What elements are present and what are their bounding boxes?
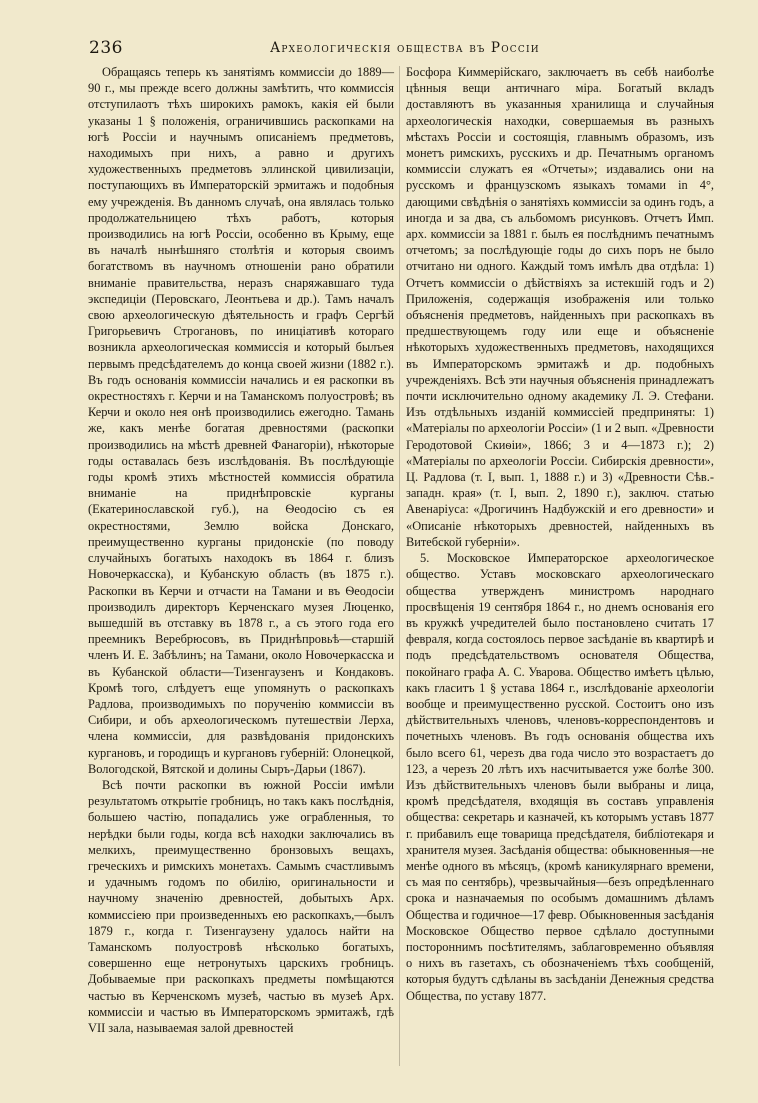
page-header — [0, 0, 758, 62]
paragraph: Босфора Киммерійскаго, заключаетъ въ себѣ наиболѣе цѣнныя вещи античнаго міра. Богатый вкладъ доставляютъ въ указанныя хранилища и случайныя археологическія находки, совершаемыя въ разныхъ мѣстахъ Россіи и состоящія, главнымъ образомъ, изъ монетъ римскихъ, русскихъ и др. Печатнымъ органомъ коммиссіи служатъ ея «Отчеты»; издавались они на русскомъ и французскомъ языкахъ томами in 4°, дающими свѣдѣнія о занятіяхъ коммиссіи за одинъ годъ, а иногда и за два, съ альбомомъ рисунковъ. Отчетъ Имп. арх. коммиссіи за 1881 г. былъ ея послѣднимъ печатнымъ отчетомъ; за послѣдующіе годы до сихъ поръ не было отчитано ни одного. Каждый томъ имѣлъ два отдѣла: 1) Отчетъ коммиссіи о дѣйствіяхъ за истекшій годъ и 2) Приложенія, содержащія изображенія или только объясненія предметовъ, найденныхъ при раскопкахъ въ предшествующемъ году или еще и объясненіе нѣкоторыхъ художественныхъ предметовъ, находящихся въ Императорскомъ эрмитажѣ и др. подобныхъ учрежденіяхъ. Всѣ эти научныя объясненія принадлежатъ почти исключительно одному академику Л. Э. Стефани. Изъ отдѣльныхъ изданій коммиссіей предприняты: 1) «Матеріалы по археологіи Россіи» (1 и 2 вып. «Древности Геродотовой Скиѳіи», 1866; 3 и 4—1873 г.); 2) «Матеріалы по археологіи Россіи. Сибирскія древности», Ц. Радлова (т. I, вып. 1, 1888 г.) и 3) «Древности Сѣв.-западн. края» (т. I, вып. 2, 1890 г.), заключ. статью Авенаріуса: «Дрогичинъ Надбужскій и его древности» и «Описаніе нѣкоторыхъ древностей, найденныхъ въ Витебской губерніи». — [406, 65, 714, 549]
page-number: 236 — [89, 38, 123, 58]
running-title: Археологическія общества въ Россіи — [270, 40, 540, 56]
paragraph: 5. Московское Императорское археологическое общество. Уставъ московскаго археологическаго общества утвержденъ министромъ народнаго просвѣщенія 19 сентября 1864 г., но днемъ основанія его въ кружкѣ учредителей было постановлено считать 17 февраля, когда состоялось первое засѣданіе въ квартирѣ и подъ предсѣдательствомъ основателя Общества, покойнаго графа А. С. Уварова. Общество имѣетъ цѣлью, какъ гласитъ 1 § устава 1864 г., изслѣдованіе археологіи вообще и преимущественно русской. Состоитъ оно изъ дѣйствительныхъ членовъ, членовъ-корреспондентовъ и почетныхъ членовъ. Въ годъ основанія общества ихъ было всего 61, черезъ два года число это возрастаетъ до 123, а черезъ 20 лѣтъ ихъ насчитывается уже болѣе 300. Изъ дѣйствительныхъ членовъ были выбраны и лица, кромѣ предсѣдателя, входящія въ составъ управленія общества: секретарь и казначей, къ которымъ уставъ 1877 г. прибавилъ еще товарища предсѣдателя, библіотекаря и хранителя музея. Засѣданія общества: обыкновенныя—не менѣе одного въ мѣсяцъ, (кромѣ каникулярнаго времени, съ мая по сентябрь), чрезвычайныя—безъ опредѣленнаго срока и назначаемыя по особымъ домашнимъ дѣламъ Общества и годичное—17 февр. Обыкновенныя засѣданія Московское Общество первое сдѣлало доступными постороннимъ посѣтителямъ, заблаговременно объявляя о нихъ въ газетахъ, съ обозначеніемъ тѣхъ сообщеній, которыя будутъ сдѣланы въ засѣданіи Денежныя средства Общества, по уставу 1877. — [406, 551, 714, 1003]
left-column — [88, 64, 394, 1036]
paragraph: Обращаясь теперь къ занятіямъ коммиссіи до 1889—90 г., мы прежде всего должны замѣтить, что коммиссія отступилаотъ тѣхъ широкихъ рамокъ, какія ей были указаны 1 § положенія, ограничившись раскопками на югѣ Россіи и научнымъ описаніемъ предметовъ, находимыхъ при нихъ, а равно и другихъ художественныхъ предметовъ эллинской цивилизаціи, поступающихъ въ Императорскій эрмитажъ и подобныя ему учрежденія. Въ данномъ случаѣ, она являлась только продолжательницею тѣхъ работъ, которыя производились на югѣ Россіи, особенно въ Крыму, еще въ началѣ нынѣшняго столѣтія и которыя своимъ богатствомъ въ научномъ отношеніи рано обратили вниманіе правительства, неразъ снаряжавшаго туда экспедиціи (Перовскаго, Леонтьева и др.). Тамъ началъ свою археологическую дѣятельность и графъ Сергѣй Григорьевичъ Строгановъ, по иниціативѣ котораго возникла археологическая коммиссія и который былъея первымъ предсѣдателемъ до конца своей жизни (1882 г.). Въ годъ основанія коммиссіи начались и ея раскопки въ окрестностяхъ г. Керчи и на Таманскомъ полуостровѣ; въ Керчи и около нея онѣ производились ежегодно. Тамань же, какъ менѣе богатая древностями (раскопки производились на мѣстѣ древней Фанагоріи), нѣкоторые годы оставалась безъ изслѣдованія. Въ послѣдующіе годы кромѣ этихъ мѣстностей коммиссія обратила вниманіе на приднѣпровскіе курганы (Екатеринославской губ.), на Ѳеодосію съ ея окрестностями, Землю войска Донскаго, преимущественно курганы придонскіе (по поводу случайныхъ богатыхъ находокъ въ 1864 г. близъ Новочеркасска), и Кубанскую область (въ 1875 г.). Раскопки въ Керчи и отчасти на Тамани и въ Ѳеодосіи производилъ директоръ Керченскаго музея Люценко, вышедшій въ отставку въ 1878 г., а съ этого года его преемникъ Веребрюсовъ, въ Приднѣпровьѣ—старшій членъ И. Е. Забѣлинъ; на Тамани, около Новочеркасска и въ Кубанской области—Тизенгаузенъ и Кондаковъ. Кромѣ того, слѣдуетъ еще упомянуть о раскопкахъ Радлова, производимыхъ по порученію коммиссіи въ Сибири, и объ археологическомъ путешествіи Лерха, члена коммиссіи, для развѣдованія придонскихъ кургановъ, и городищъ и кургановъ губерній: Олонецкой, Вологодской, Вятской и долины Сыръ-Дарьи (1867). — [88, 65, 394, 776]
paragraph: Всѣ почти раскопки въ южной Россіи имѣли результатомъ открытіе гробницъ, но такъ какъ послѣднія, большею частію, попадались уже ограбленныя, то нерѣдки были годы, когда всѣ находки заключались въ мелкихъ, преимущественно бронзовыхъ вещахъ, греческихъ и римскихъ монетахъ. Самымъ счастливымъ и удачнымъ годомъ по обилію, оригинальности и научному значенію древностей, добытыхъ Арх. коммиссіею при произведенныхъ ею раскопкахъ,—былъ 1879 г., когда г. Тизенгаузену удалось найти на Таманскомъ полуостровѣ нѣсколько богатыхъ, совершенно еще нетронутыхъ царскихъ гробницъ. Добываемые при раскопкахъ предметы помѣщаются частью въ Керченскомъ музеѣ, частью въ музеѣ Арх. коммиссіи и частью въ Императорскомъ эрмитажѣ, гдѣ VII зала, называемая залой древностей — [88, 777, 394, 1035]
right-column — [406, 64, 714, 1004]
column-divider — [399, 66, 400, 1066]
